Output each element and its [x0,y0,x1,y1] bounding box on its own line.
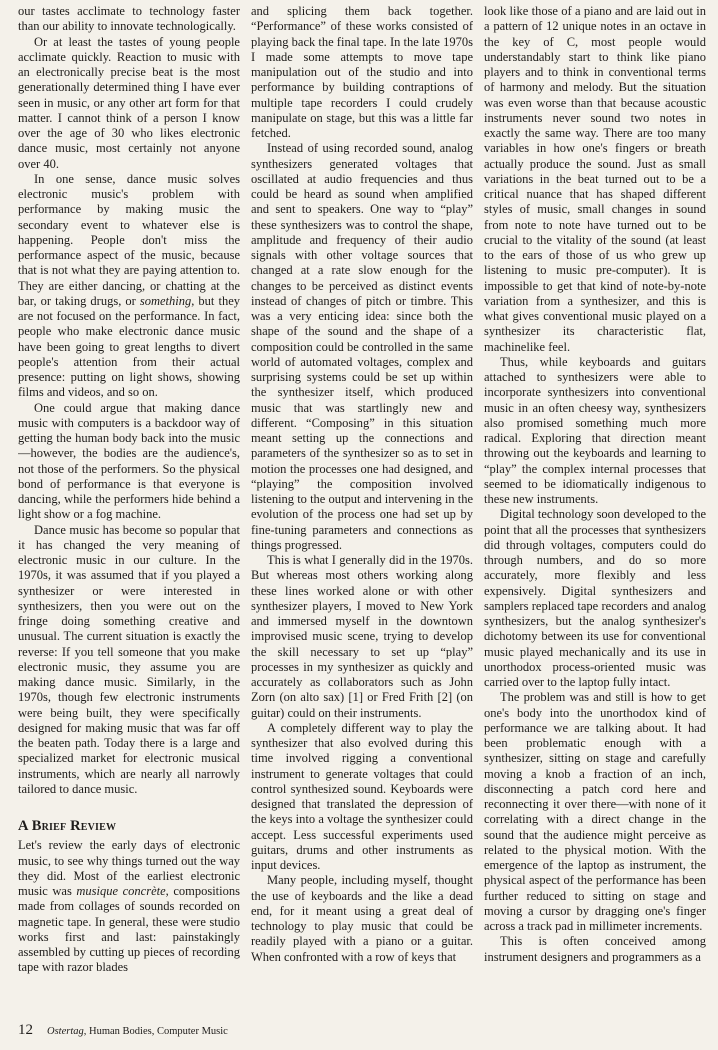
paragraph: look like those of a piano and are laid out in a pattern of 12 unique notes in an octave in the key of C, most people would understandably start to think like piano players and to think in conventional terms of harmony and melody. But the situation was even worse than that because acoustic instruments never sound two notes in exactly the same way. There are too many variables in how one's fingers or breath actually produce the sound. Just as small variations in the beat turned out to be a critical nuance that has shaped different styles of music, small changes in sound from note to note have turned out to be crucial to the vitality of the sound (at least to the ears of those of us who grew up listening to music pre-computer). It is impossible to get that kind of note-by-note variation from a synthesizer, and this is what gives conventional music played on a synthesizer its characteristic flat, machinelike feel. [484,4,706,354]
paragraph: A completely different way to play the synthesizer that also evolved during this time involved rigging a conventional instrument to generate voltages that could control synthesized sound. Keyboards were designed that translated the depression of the keys into a voltage the synthesizer could accept. Less successful experiments used guitars, drums and other instruments as input devices. [251,720,473,872]
emphasized-text: musique concrète [76,884,166,898]
text-columns [18,4,706,1010]
paragraph: One could argue that making dance music with computers is a backdoor way of getting the human body back into the music—however, the bodies are the audience's, not those of the performers. So the physical bond of performance is that everyone is dancing, while the performers hide behind a light show or a fog machine. [18,400,240,522]
paragraph: Instead of using recorded sound, analog synthesizers generated voltages that oscillated at audio frequencies and thus could be heard as sound when amplified and sent to speakers. One way to “play” these synthesizers was to control the shape, amplitude and frequency of their audio signals with other voltage sources that changed at a rate slow enough for the changes to be perceived as distinct events instead of changes of pitch or timbre. This was a very enticing idea: since both the shape of the sound and the shape of a composition could be controlled in the same world of automated voltages, complex and surprising systems could be set up within the synthesizer itself, which produced music that was startlingly new and different. “Composing” in this situation meant setting up the connections and parameters of the synthesizer so as to set in motion the processes one had designed, and “playing” the composition involved listening to the output and intervening in the evolution of the process one had set up by fine-tuning parameters and connections as things progressed. [251,141,473,552]
paragraph: Many people, including myself, thought the use of keyboards and the like a dead end, for it meant using a great deal of technology to play music that could be readily played with a piano or a guitar. When confronted with a row of keys that [251,873,473,964]
paragraph: Dance music has become so popular that it has changed the very meaning of electronic music in our culture. In the 1970s, it was assumed that if you played a synthesizer or were interested in synthesizers, then you were out on the fringe doing something creative and unusual. The current situation is exactly the reverse: If you tell someone that you make electronic music, they assume you are making dance music. Similarly, in the 1970s, though few electronic instruments were being built, they were specifically designed for making music that was far off the beaten path. Today there is a large and specialized market for electronic musical instruments, which are nearly all narrowly tailored to dance music. [18,522,240,796]
text-run: , compositions made from collages of sounds recorded on magnetic tape. In general, these were studio works first and last: painstakingly assembled by cutting up pieces of recording tape with razor blades [18,884,240,975]
running-footer [47,1026,228,1037]
paragraph [18,172,240,401]
text-run: In one sense, dance music solves electronic music's problem with performance by making music the secondary event to whatever else is happening. People don't miss the performance aspect of the music, because that is not what they are paying attention to. They are either dancing, or chatting at the bar, or taking drugs, or [18,171,240,308]
emphasized-text: something [139,293,192,308]
running-footer-author: Ostertag [47,1026,84,1037]
page-footer [18,1022,228,1039]
column-3 [484,4,706,1010]
paragraph: This is what I generally did in the 1970s. But whereas most others working along these lines worked alone or with other synthesizer players, I moved to New York and immersed myself in the downtown improvised music scene, trying to develop the skill necessary to set up “play” processes in my synthesizer as quickly and accurately as collaborators such as John Zorn (on alto sax) [1] or Fred Frith [2] (on guitar) could on their instruments. [251,553,473,720]
paragraph [18,838,240,975]
column-1 [18,4,240,1010]
running-footer-title: , Human Bodies, Computer Music [83,1026,228,1037]
section-heading: A Brief Review [18,818,117,834]
paragraph: our tastes acclimate to technology faster than our ability to innovate technologically. [18,4,240,34]
page-number: 12 [18,1022,33,1038]
journal-page [18,4,706,1016]
paragraph: The problem was and still is how to get one's body into the unorthodox kind of performance we are talking about. It had been problematic enough with a synthesizer, sitting on stage and carefully moving a knob a fraction of an inch, disconnecting a patch cord here and reconnecting it over there—with none of it correlating with a direct change in the sound that the audience might perceive as related to the physical motion. With the emergence of the laptop as instrument, the physical aspect of the performance has been further reduced to sitting on stage and moving a cursor by dragging one's finger across a track pad in millimeter increments. [484,690,706,933]
text-run: Let's review the early days of electronic music, to see why things turned out the way they did. Most of the earliest electronic music was [18,838,240,898]
paragraph: This is often conceived among instrument designers and programmers as a [484,934,706,964]
paragraph: and splicing them back together. “Performance” of these works consisted of playing back the final tape. In the late 1970s I made some attempts to move tape manipulation out of the studio and into performance by building contraptions of multiple tape recorders I could crudely manipulate on stage, but this was a little far fetched. [251,4,473,140]
paragraph: Or at least the tastes of young people acclimate quickly. Reaction to music with an electronically precise beat is the most generationally determined thing I have ever seen in music, or any other art form for that matter. I cannot think of a person I know over the age of 30 who likes electronic dance music, most certainly not anyone over 40. [18,34,240,171]
paragraph: Digital technology soon developed to the point that all the processes that synthesizers did through voltages, computers could do through numbers, and do so more accurately, more flexibly and less expensively. Digital synthesizers and samplers replaced tape recorders and analog synthesizers, but the analog synthesizer's dichotomy between its use for conventional music played mechanically and its use in unorthodox process-oriented music was carried over to the laptop fully intact. [484,507,706,689]
paragraph: Thus, while keyboards and guitars attached to synthesizers were able to incorporate synthesizers into conventional music in an often cheesy way, synthesizers also promised something much more radical. Exploring that direction meant throwing out the keyboards and learning to “play” the complex internal processes that seemed to be idiomatically indigenous to these new instruments. [484,354,706,506]
column-2 [251,4,473,1010]
text-run: , but they are not focused on the performance. In fact, people who make electronic dance music have been going to great lengths to divert people's attention from their actual presence: putting on light shows, showing films and videos, and so on. [18,293,240,400]
